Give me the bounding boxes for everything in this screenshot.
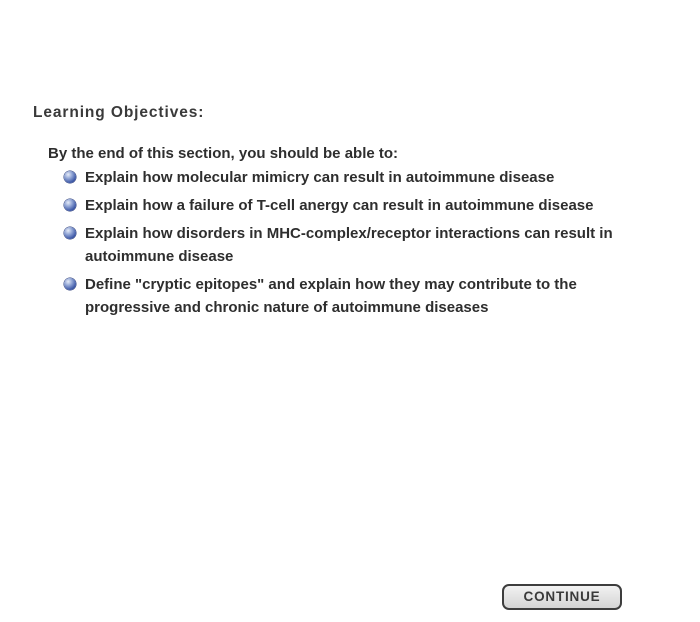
objective-item xyxy=(62,222,662,268)
section-heading: Learning Objectives: xyxy=(33,104,205,121)
objectives-intro: By the end of this section, you should be able to: xyxy=(48,145,399,162)
bullet-icon xyxy=(64,278,76,290)
objective-item xyxy=(62,194,662,217)
bullet-icon xyxy=(64,171,76,183)
bullet-icon xyxy=(64,199,76,211)
objective-text: Explain how disorders in MHC-complex/receptor interactions can result in autoimmune disease xyxy=(85,225,613,265)
objective-item xyxy=(62,166,662,189)
objective-text: Define "cryptic epitopes" and explain how they may contribute to the progressive and chronic nature of autoimmune diseases xyxy=(85,276,577,316)
bullet-icon xyxy=(64,227,76,239)
objectives-list xyxy=(62,166,662,324)
objective-item xyxy=(62,273,662,319)
objective-text: Explain how a failure of T-cell anergy can result in autoimmune disease xyxy=(85,197,594,214)
continue-button[interactable]: CONTINUE xyxy=(502,584,622,610)
objective-text: Explain how molecular mimicry can result in autoimmune disease xyxy=(85,169,555,186)
